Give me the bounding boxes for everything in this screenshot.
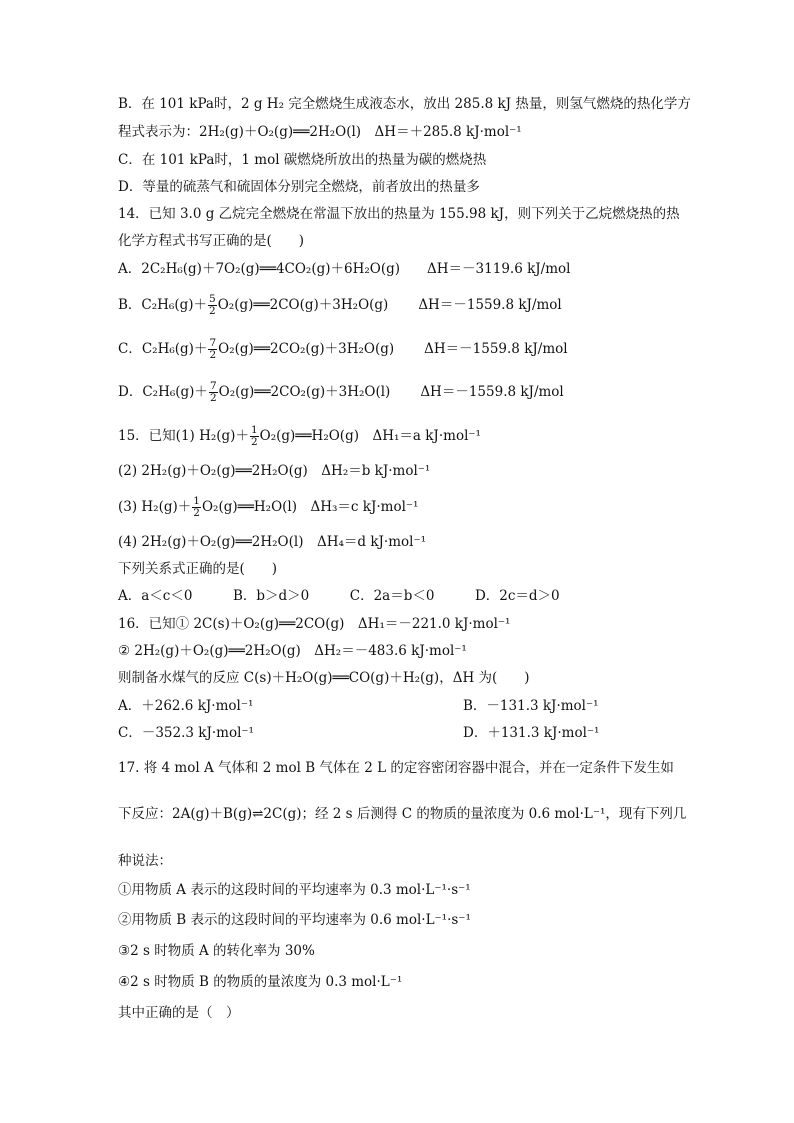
q17-statement-4: ④2 s 时物质 B 的物质的量浓度为 0.3 mol·L⁻¹ [118,974,403,990]
q13-option-d: D．等量的硫蒸气和硫固体分别完全燃烧，前者放出的热量多 [118,179,480,195]
q14-stem-line2: 化学方程式书写正确的是( ) [118,233,305,249]
fraction-five-halves [208,294,217,317]
q15-eq1-post: O₂(g)══H₂O(g) ΔH₁＝a kJ·mol⁻¹ [259,428,481,444]
q15-eq3-pre: (3) H₂(g)＋ [118,499,192,515]
q16-options-row2 [118,723,600,743]
fraction-denominator: 2 [193,507,200,519]
fraction-denominator: 2 [209,349,217,361]
q16-question: 则制备水煤气的反应 C(s)＋H₂O(g)══CO(g)＋H₂(g)，ΔH 为( ) [118,670,530,686]
q17-statement-2: ②用物质 B 表示的这段时间的平均速率为 0.6 mol·L⁻¹·s⁻¹ [118,912,471,928]
q13-option-b-line1: B．在 101 kPa时，2 g H₂ 完全燃烧生成液态水，放出 285.8 kJ 热量，则氢气燃烧的热化学方 [118,96,691,112]
q14-option-a: A．2C₂H₆(g)＋7O₂(g)══4CO₂(g)＋6H₂O(g) ΔH＝－3119.6 kJ/mol [118,261,571,277]
q14-option-b [118,294,562,317]
fraction-one-half [192,496,201,519]
q17-stem-line3: 种说法： [118,853,172,869]
q15-eq4: (4) 2H₂(g)＋O₂(g)══2H₂O(l) ΔH₄＝d kJ·mol⁻¹ [118,534,427,550]
q14-option-b-enthalpy: ΔH＝－1559.8 kJ/mol [418,297,562,313]
q17-stem-line2: 下反应：2A(g)＋B(g)⇌2C(g)；经 2 s 后测得 C 的物质的量浓度为 0.6 mol·L⁻¹，现有下列几 [118,806,687,822]
q16-eq2: ② 2H₂(g)＋O₂(g)══2H₂O(g) ΔH₂＝－483.6 kJ·mol⁻¹ [118,643,467,659]
fraction-numerator: 5 [209,293,216,305]
fraction-numerator: 7 [209,337,217,349]
fraction-one-half [250,425,259,448]
q13-option-b-line2: 程式表示为：2H₂(g)＋O₂(g)══2H₂O(l) ΔH＝＋285.8 kJ·mol⁻¹ [118,124,522,140]
q14-option-c-pre: C．C₂H₆(g)＋ [118,341,208,357]
fraction-numerator: 1 [250,424,258,436]
q14-stem-line1: 14．已知 3.0 g 乙烷完全燃烧在常温下放出的热量为 155.98 kJ，则下列关于乙烷燃烧热的热 [118,206,680,222]
q17-question: 其中正确的是（ ） [118,1005,240,1021]
fraction-seven-halves [209,381,218,404]
q17-statement-1: ①用物质 A 表示的这段时间的平均速率为 0.3 mol·L⁻¹·s⁻¹ [118,882,471,898]
q15-eq1 [118,425,481,448]
q17-stem-line1: 17. 将 4 mol A 气体和 2 mol B 气体在 2 L 的定容密闭容器中混合，并在一定条件下发生如 [118,760,674,776]
q15-eq2: (2) 2H₂(g)＋O₂(g)══2H₂O(g) ΔH₂＝b kJ·mol⁻¹ [118,463,431,479]
q15-options: A．a＜c＜0 B．b＞d＞0 C．2a＝b＜0 D．2c＝d＞0 [118,588,560,604]
q14-option-c-enthalpy: ΔH＝－1559.8 kJ/mol [424,341,568,357]
q14-option-b-pre: B．C₂H₆(g)＋ [118,297,208,313]
q15-question: 下列关系式正确的是( ) [118,561,278,577]
fraction-seven-halves [208,338,217,361]
q17-statement-3: ③2 s 时物质 A 的转化率为 30% [118,943,315,959]
q15-eq3-post: O₂(g)══H₂O(l) ΔH₃＝c kJ·mol⁻¹ [201,499,419,515]
q16-eq1: 16．已知① 2C(s)＋O₂(g)══2CO(g) ΔH₁＝－221.0 kJ·mol⁻¹ [118,616,511,632]
q16-option-c: C．－352.3 kJ·mol⁻¹ [118,725,254,741]
q15-eq1-pre: 15．已知(1) H₂(g)＋ [118,428,249,444]
q16-option-b: B．－131.3 kJ·mol⁻¹ [463,698,599,714]
fraction-numerator: 7 [209,380,217,392]
q16-options-row1 [118,696,599,716]
fraction-denominator: 2 [209,305,216,317]
q16-option-d: D．＋131.3 kJ·mol⁻¹ [463,725,600,741]
q14-option-d-post: O₂(g)══2CO₂(g)＋3H₂O(l) [218,384,391,400]
fraction-numerator: 1 [193,495,200,507]
q14-option-b-post: O₂(g)══2CO(g)＋3H₂O(g) [217,297,389,313]
q15-eq3 [118,496,418,519]
q14-option-d [118,381,564,404]
fraction-denominator: 2 [209,392,217,404]
q14-option-c [118,338,568,361]
fraction-denominator: 2 [250,436,258,448]
q14-option-d-enthalpy: ΔH＝－1559.8 kJ/mol [420,384,564,400]
q14-option-d-pre: D．C₂H₆(g)＋ [118,384,208,400]
q14-option-c-post: O₂(g)══2CO₂(g)＋3H₂O(g) [218,341,395,357]
q13-option-c: C．在 101 kPa时，1 mol 碳燃烧所放出的热量为碳的燃烧热 [118,152,487,168]
q16-option-a: A．＋262.6 kJ·mol⁻¹ [118,698,254,714]
